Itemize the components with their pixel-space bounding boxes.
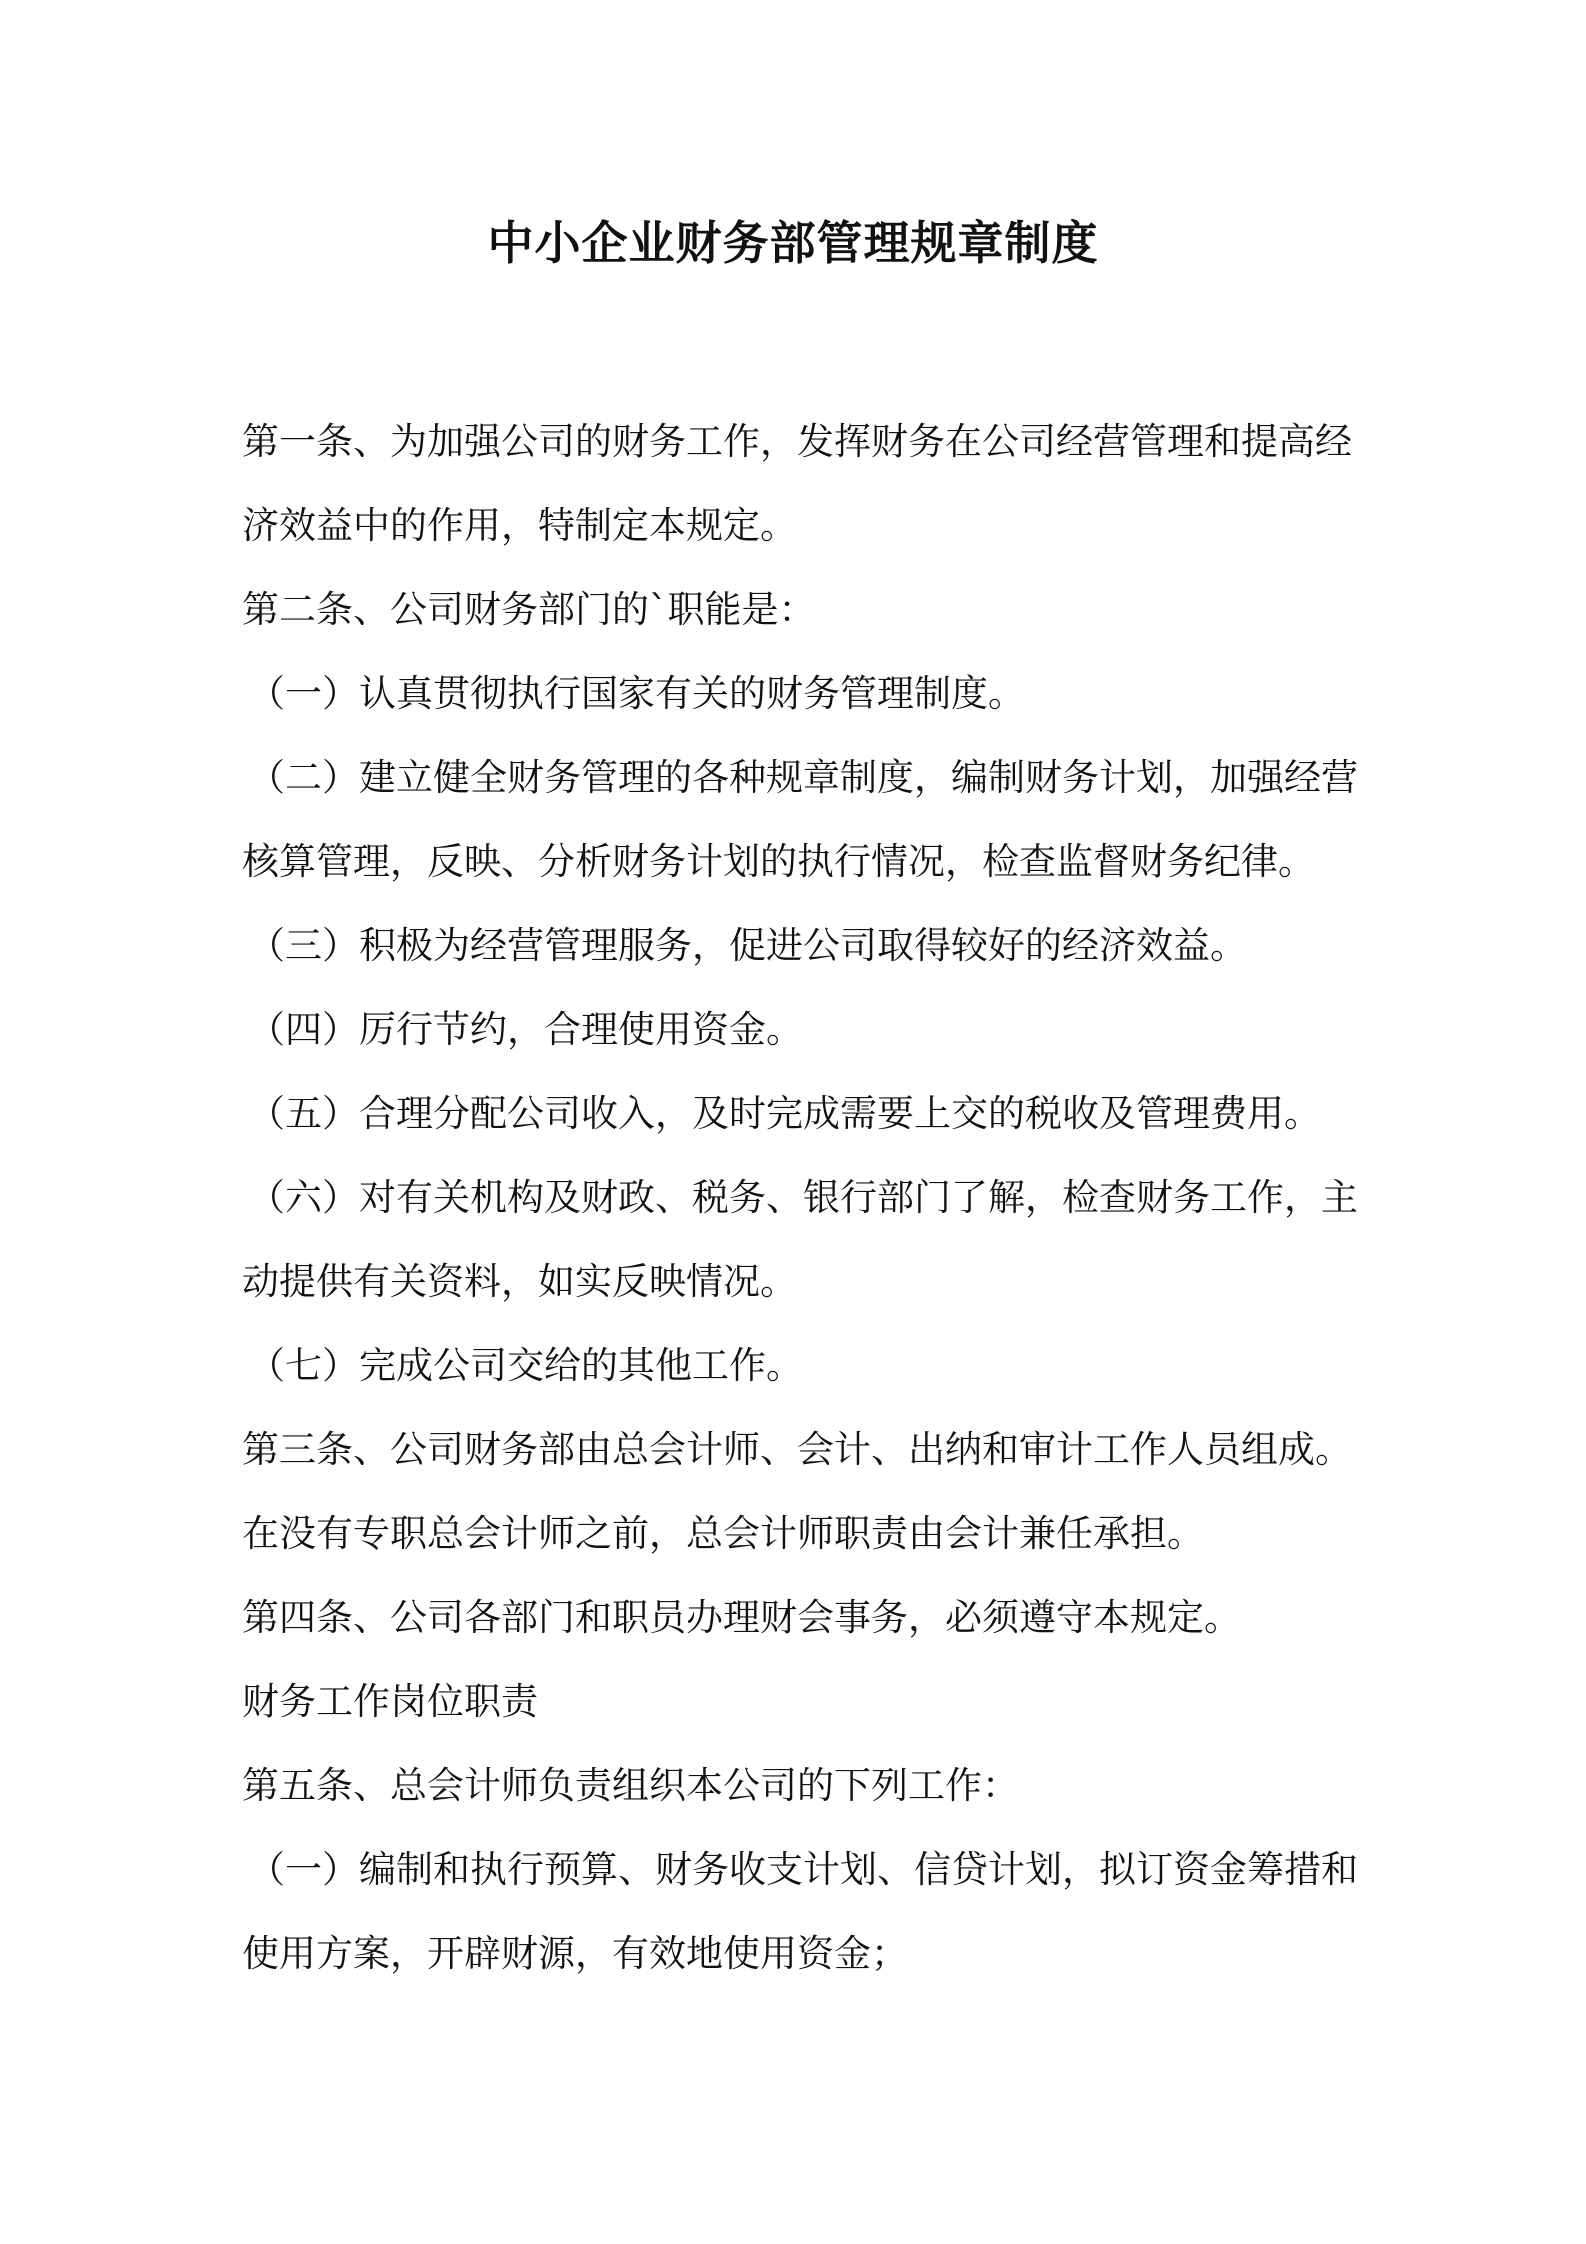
article-3-line-2: 在没有专职总会计师之前，总会计师职责由会计兼任承担。 — [242, 1512, 1204, 1555]
article-2-item-1: （一）认真贯彻执行国家有关的财务管理制度。 — [248, 672, 1025, 715]
article-2-item-4: （四）厉行节约，合理使用资金。 — [248, 1008, 803, 1051]
article-5-heading: 第五条、总会计师负责组织本公司的下列工作： — [242, 1764, 1019, 1807]
article-2-heading: 第二条、公司财务部门的`职能是： — [242, 588, 816, 631]
article-2-item-2-line-2: 核算管理，反映、分析财务计划的执行情况，检查监督财务纪律。 — [242, 840, 1315, 883]
article-5-item-1-line-1: （一）编制和执行预算、财务收支计划、信贷计划，拟订资金筹措和 — [248, 1848, 1358, 1891]
section-heading: 财务工作岗位职责 — [242, 1680, 538, 1723]
article-1-line-1: 第一条、为加强公司的财务工作，发挥财务在公司经营管理和提高经 — [242, 420, 1352, 463]
article-2-item-6-line-1: （六）对有关机构及财政、税务、银行部门了解，检查财务工作，主 — [248, 1176, 1358, 1219]
article-2-item-7: （七）完成公司交给的其他工作。 — [248, 1344, 803, 1387]
document-title: 中小企业财务部管理规章制度 — [487, 216, 1099, 270]
article-1-line-2: 济效益中的作用，特制定本规定。 — [242, 504, 797, 547]
article-2-item-5: （五）合理分配公司收入，及时完成需要上交的税收及管理费用。 — [248, 1092, 1321, 1135]
article-5-item-1-line-2: 使用方案，开辟财源，有效地使用资金； — [242, 1932, 908, 1975]
document-body — [242, 400, 1362, 1996]
article-2-item-3: （三）积极为经营管理服务，促进公司取得较好的经济效益。 — [248, 924, 1247, 967]
article-3-line-1: 第三条、公司财务部由总会计师、会计、出纳和审计工作人员组成。 — [242, 1428, 1352, 1471]
article-2-item-6-line-2: 动提供有关资料，如实反映情况。 — [242, 1260, 797, 1303]
article-4: 第四条、公司各部门和职员办理财会事务，必须遵守本规定。 — [242, 1596, 1241, 1639]
article-2-item-2-line-1: （二）建立健全财务管理的各种规章制度，编制财务计划，加强经营 — [248, 756, 1358, 799]
